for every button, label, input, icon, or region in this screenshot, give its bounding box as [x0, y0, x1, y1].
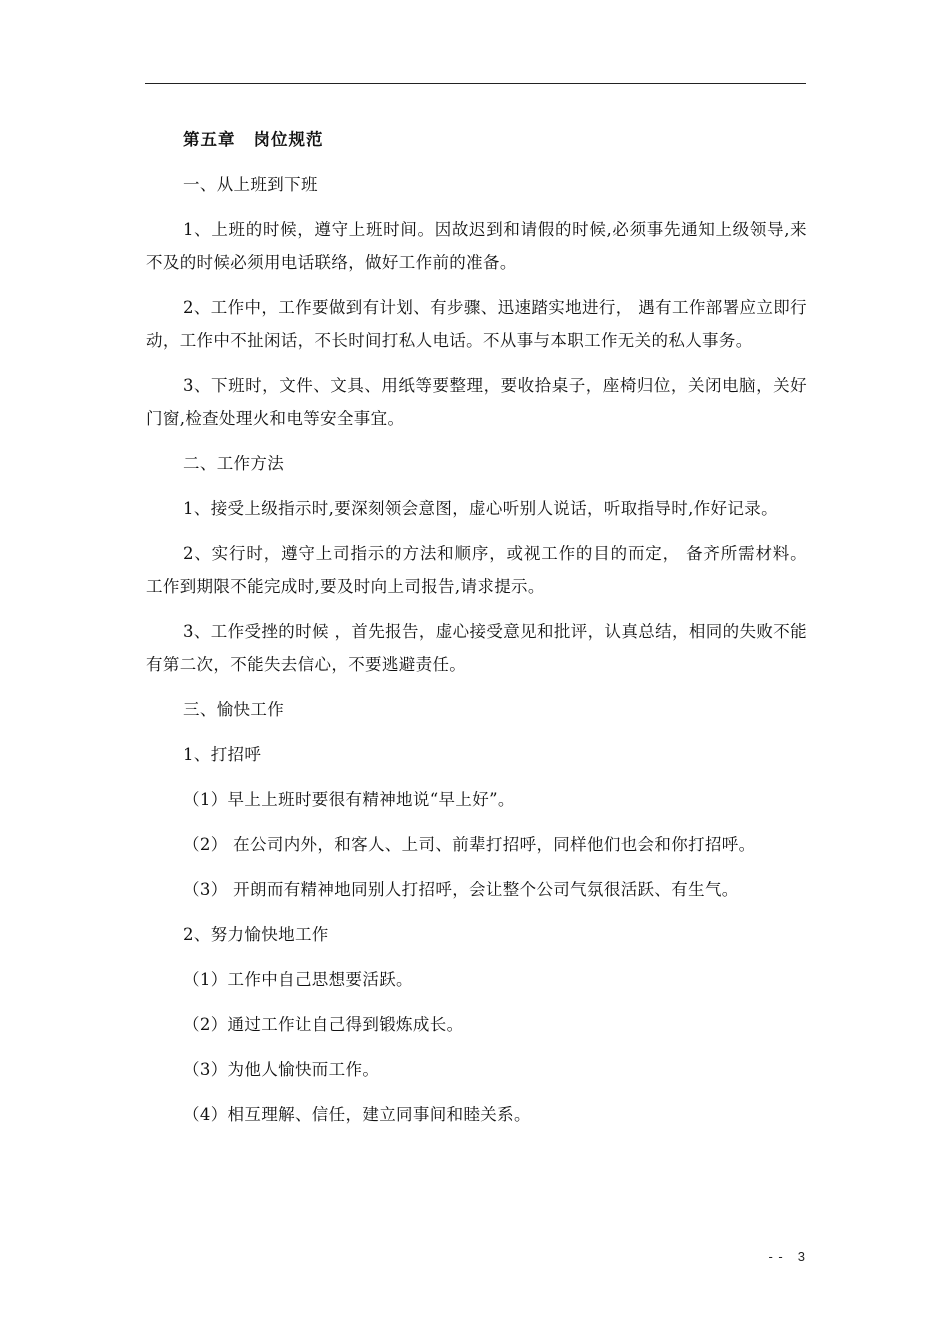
- section-heading-1: 一、从上班到下班: [183, 175, 318, 194]
- chapter-name: 岗位规范: [253, 130, 324, 149]
- chapter-title: [146, 123, 807, 156]
- paragraph: 3、下班时，文件、文具、用纸等要整理，要收拾桌子，座椅归位，关闭电脑，关好门窗,检查处理火和电等安全事宜。: [146, 376, 807, 428]
- list-item: （1）早上上班时要很有精神地说“早上好”。: [183, 790, 515, 809]
- section-heading-2: 二、工作方法: [183, 454, 285, 473]
- footer-dashes: - -: [768, 1249, 784, 1264]
- list-item: （2） 在公司内外，和客人、上司、前辈打招呼，同样他们也会和你打招呼。: [183, 835, 756, 854]
- document-body: [146, 123, 807, 1131]
- list-item: （1）工作中自己思想要活跃。: [183, 970, 413, 989]
- paragraph: 2、工作中，工作要做到有计划、有步骤、迅速踏实地进行， 遇有工作部署应立即行动，工作中不扯闲话，不长时间打私人电话。不从事与本职工作无关的私人事务。: [146, 298, 807, 350]
- page-footer: [768, 1249, 806, 1264]
- subheading: 2、努力愉快地工作: [183, 925, 329, 944]
- subheading: 1、打招呼: [183, 745, 262, 764]
- paragraph: 1、上班的时候，遵守上班时间。因故迟到和请假的时候,必须事先通知上级领导,来不及的时候必须用电话联络，做好工作前的准备。: [146, 220, 807, 272]
- list-item: （4）相互理解、信任，建立同事间和睦关系。: [183, 1105, 531, 1124]
- chapter-number: 第五章: [183, 130, 236, 149]
- page-number: 3: [797, 1249, 806, 1264]
- header-rule: [145, 83, 806, 84]
- list-item: （3） 开朗而有精神地同别人打招呼，会让整个公司气氛很活跃、有生气。: [183, 880, 739, 899]
- paragraph: 1、接受上级指示时,要深刻领会意图，虚心听别人说话，听取指导时,作好记录。: [183, 499, 778, 518]
- section-heading-3: 三、愉快工作: [183, 700, 285, 719]
- list-item: （2）通过工作让自己得到锻炼成长。: [183, 1015, 464, 1034]
- paragraph: 2、实行时，遵守上司指示的方法和顺序，或视工作的目的而定， 备齐所需材料。 工作到期限不能完成时,要及时向上司报告,请求提示。: [146, 544, 807, 596]
- paragraph: 3、工作受挫的时候 ，首先报告，虚心接受意见和批评，认真总结，相同的失败不能有第二次，不能失去信心，不要逃避责任。: [146, 622, 807, 674]
- list-item: （3）为他人愉快而工作。: [183, 1060, 380, 1079]
